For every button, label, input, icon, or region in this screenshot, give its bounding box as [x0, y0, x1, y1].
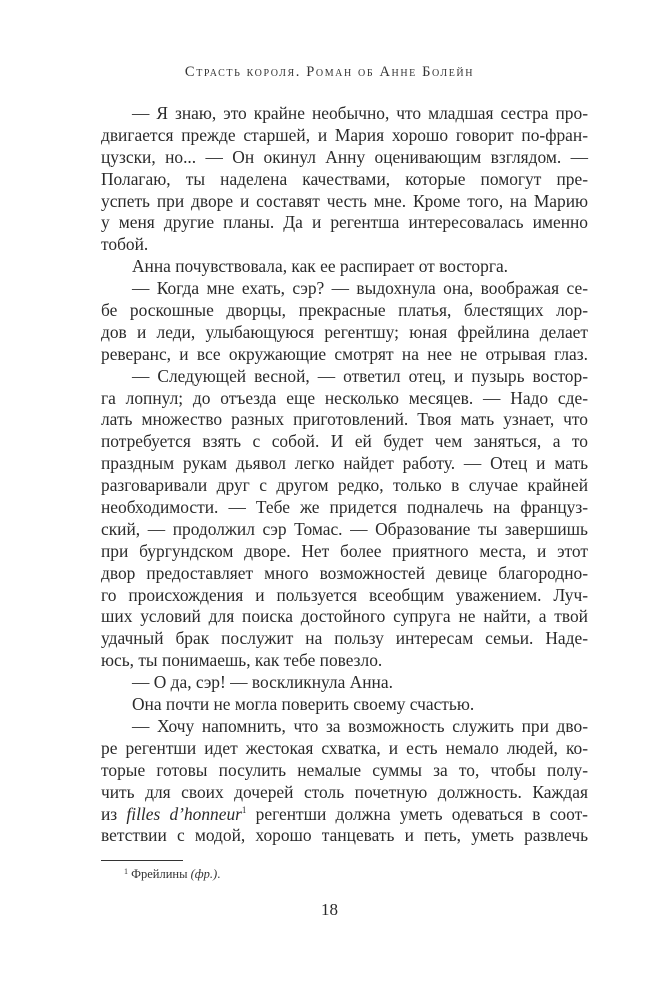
line-text: у меня другие планы. Да и регентша интересовалась именно	[101, 212, 588, 233]
footnote-end: .	[217, 867, 221, 881]
text-line	[101, 650, 588, 672]
line-text: ветствии с модой, хорошо танцевать и петь, уметь развлечь	[101, 825, 588, 846]
text-line	[101, 541, 588, 563]
text-line	[101, 322, 588, 344]
text-line	[101, 278, 588, 300]
line-text: — Следующей весной, — ответил отец, и пузырь востор-	[132, 365, 588, 386]
text-line	[101, 234, 588, 256]
line-text: из	[101, 803, 127, 824]
line-text: Анна почувствовала, как ее распирает от восторга.	[132, 256, 509, 277]
line-text: юсь, ты понимаешь, как тебе повезло.	[101, 650, 383, 671]
text-line	[101, 475, 588, 497]
line-text: лать множество разных приготовлений. Твоя мать узнает, что	[101, 409, 588, 430]
line-text: праздным рукам дьявол легко найдет работу. — Отец и мать	[101, 453, 588, 474]
text-line	[101, 694, 588, 716]
line-text: успеть при дворе и составят честь мне. Кроме того, на Марию	[101, 190, 588, 211]
text-line	[101, 256, 588, 278]
text-line	[101, 628, 588, 650]
line-text: — Хочу напомнить, что за возможность служить при дво-	[132, 715, 588, 736]
text-line	[101, 563, 588, 585]
footnote-divider	[101, 860, 183, 861]
text-line	[101, 191, 588, 213]
text-line	[101, 825, 588, 847]
text-line	[101, 453, 588, 475]
line-text: разговаривали друг с другом редко, только в случае крайней	[101, 475, 588, 496]
text-line	[101, 782, 588, 804]
text-line	[101, 300, 588, 322]
text-line	[101, 366, 588, 388]
line-text: ский, — продолжил сэр Томас. — Образование ты завершишь	[101, 518, 588, 539]
line-text: при бургундском дворе. Нет более приятного места, и этот	[101, 540, 588, 561]
footnote-note: (фр.)	[190, 867, 218, 881]
line-text: Она почти не могла поверить своему счастью.	[132, 694, 475, 715]
text-line	[101, 388, 588, 410]
text-line	[101, 147, 588, 169]
italic-phrase: filles d’honneur	[126, 803, 242, 824]
text-line	[101, 760, 588, 782]
footnote-marker: 1	[124, 867, 128, 876]
line-text: тобой.	[101, 234, 149, 255]
text-line	[101, 431, 588, 453]
line-text: удачный брак послужит на пользу интересам семьи. Наде-	[101, 628, 588, 649]
text-line	[101, 497, 588, 519]
text-line	[101, 738, 588, 760]
footnote-text: Фрейлины	[131, 867, 191, 881]
line-text: — Я знаю, это крайне необычно, что младшая сестра про-	[132, 103, 588, 123]
text-line	[101, 103, 588, 125]
line-text: го происхождения и пользуется всеобщим уважением. Луч-	[101, 584, 588, 605]
page-number: 18	[321, 900, 338, 919]
line-text: цузски, но... — Он окинул Анну оценивающим взглядом. —	[101, 146, 588, 167]
line-text: двигается прежде старшей, и Мария хорошо говорит по-фран-	[101, 124, 588, 145]
line-text: потребуется взять с собой. И ей будет чем заняться, а то	[101, 431, 588, 452]
line-text: регентши должна уметь одеваться в соот-	[246, 803, 588, 824]
text-line	[101, 606, 588, 628]
text-line	[101, 344, 588, 366]
line-text: бе роскошные дворцы, прекрасные платья, блестящих лор-	[101, 300, 588, 321]
line-text: двор предоставляет много возможностей девице благородно-	[101, 562, 588, 583]
line-text: — Когда мне ехать, сэр? — выдохнула она, воображая се-	[132, 278, 588, 299]
text-line	[101, 804, 588, 826]
text-line	[101, 519, 588, 541]
line-text: чить для своих дочерей столь почетную должность. Каждая	[101, 781, 588, 802]
text-line	[101, 212, 588, 234]
text-line	[101, 125, 588, 147]
text-line	[101, 409, 588, 431]
body-text	[101, 103, 588, 847]
line-text: ших условий для поиска достойного супруга не найти, а твой	[101, 606, 588, 627]
footnote	[124, 867, 220, 882]
text-line	[101, 716, 588, 738]
line-text: торые готовы посулить немалые суммы за то, чтобы полу-	[101, 759, 588, 780]
line-text: реверанс, и все окружающие смотрят на нее не отрывая глаз.	[101, 343, 588, 364]
line-text: га лопнул; до отъезда еще несколько месяцев. — Надо сде-	[101, 387, 588, 408]
line-text: дов и леди, улыбающуюся регентшу; юная фрейлина делает	[101, 321, 588, 342]
running-header: Страсть короля. Роман об Анне Болейн	[184, 64, 475, 80]
line-text: — О да, сэр! — воскликнула Анна.	[132, 672, 393, 693]
text-line	[101, 585, 588, 607]
footnote-reference: 1	[241, 804, 247, 815]
text-line	[101, 169, 588, 191]
line-text: ре регентши идет жестокая схватка, и есть немало людей, ко-	[101, 737, 588, 758]
line-text: необходимости. — Тебе же придется подналечь на француз-	[101, 497, 588, 518]
line-text: Полагаю, ты наделена качествами, которые помогут пре-	[101, 168, 588, 189]
text-line	[101, 672, 588, 694]
